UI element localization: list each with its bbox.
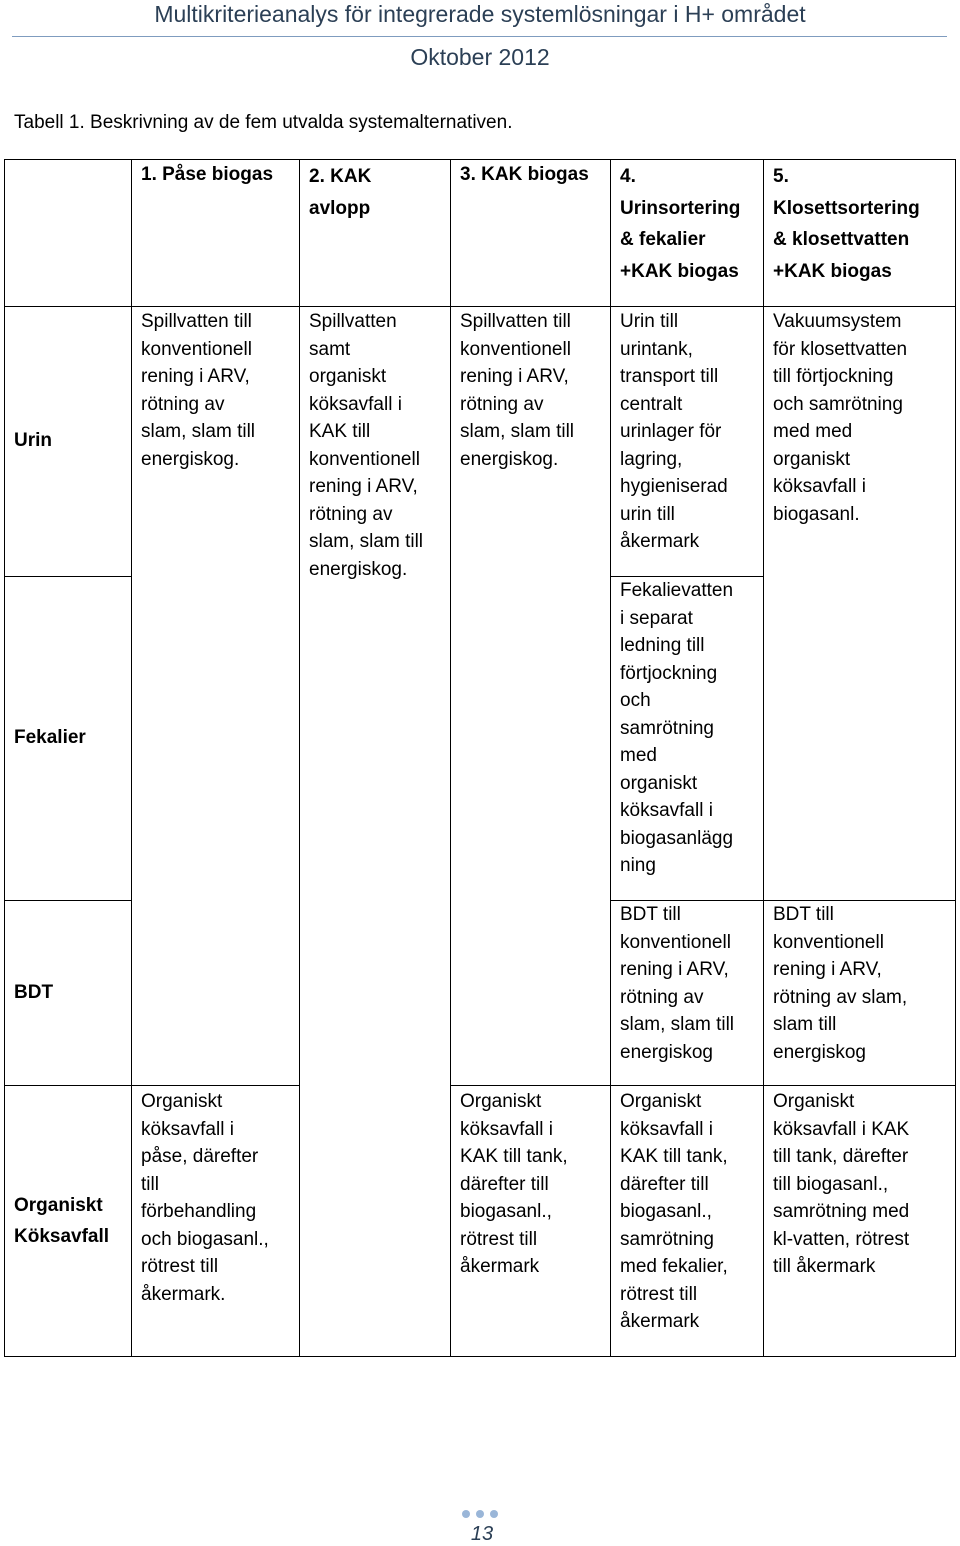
row-label-urin: Urin <box>14 430 52 452</box>
column-header-4: 4. Urinsortering & fekalier +KAK biogas <box>620 166 741 282</box>
row-label-organiskt-koksavfall: Organiskt Köksavfall <box>14 1194 110 1247</box>
page-ornament <box>462 1510 502 1518</box>
cell-alt4-koksavfall: Organiskt köksavfall i KAK till tank, därefter till biogasanl., samrötning med fekalier, rötrest till åkermark <box>620 1091 728 1332</box>
column-header-2: 2. KAK avlopp <box>309 166 372 219</box>
cell-alt1-spillvatten: Spillvatten till konventionell rening i ARV, rötning av slam, slam till energiskog. <box>141 311 256 470</box>
cell-alt2-spillvatten: Spillvatten samt organiskt köksavfall i KAK till konventionell rening i ARV, rötning av slam, slam till energiskog. <box>309 311 424 580</box>
cell-alt4-fekalier: Fekalievatten i separat ledning till förtjockning och samrötning med organiskt köksavfall i biogasanlägg ning <box>620 580 734 876</box>
header-divider <box>12 36 947 37</box>
column-header-5: 5. Klosettsortering & klosettvatten +KAK biogas <box>773 166 920 282</box>
cell-alt3-koksavfall: Organiskt köksavfall i KAK till tank, därefter till biogasanl., rötrest till åkermark <box>460 1091 568 1277</box>
cell-alt5-bdt: BDT till konventionell rening i ARV, rötning av slam, slam till energiskog <box>773 904 908 1063</box>
column-header-3: 3. KAK biogas <box>460 164 589 185</box>
page-number: 13 <box>470 1523 494 1545</box>
row-label-bdt: BDT <box>14 981 54 1003</box>
cell-alt5-klosettvatten: Vakuumsystem för klosettvatten till förtjockning och samrötning med med organiskt köksavfall i biogasanl. <box>773 311 908 525</box>
cell-alt4-bdt: BDT till konventionell rening i ARV, rötning av slam, slam till energiskog <box>620 904 735 1063</box>
cell-alt4-urin: Urin till urintank, transport till centralt urinlager för lagring, hygieniserad urin till åkermark <box>620 311 728 552</box>
header-title: Multikriterieanalys för integrerade systemlösningar i H+ området <box>154 1 806 27</box>
column-header-1: 1. Påse biogas <box>141 164 274 185</box>
cell-alt1-koksavfall: Organiskt köksavfall i påse, därefter till förbehandling och biogasanl., rötrest till åkermark. <box>141 1091 269 1305</box>
table-caption: Tabell 1. Beskrivning av de fem utvalda systemalternativen. <box>14 112 513 133</box>
header-date: Oktober 2012 <box>410 44 550 70</box>
row-label-fekalier: Fekalier <box>14 727 86 749</box>
cell-alt3-spillvatten: Spillvatten till konventionell rening i ARV, rötning av slam, slam till energiskog. <box>460 311 575 470</box>
cell-alt5-koksavfall: Organiskt köksavfall i KAK till tank, därefter till biogasanl., samrötning med kl-vatten, rötrest till åkermark <box>773 1091 910 1277</box>
